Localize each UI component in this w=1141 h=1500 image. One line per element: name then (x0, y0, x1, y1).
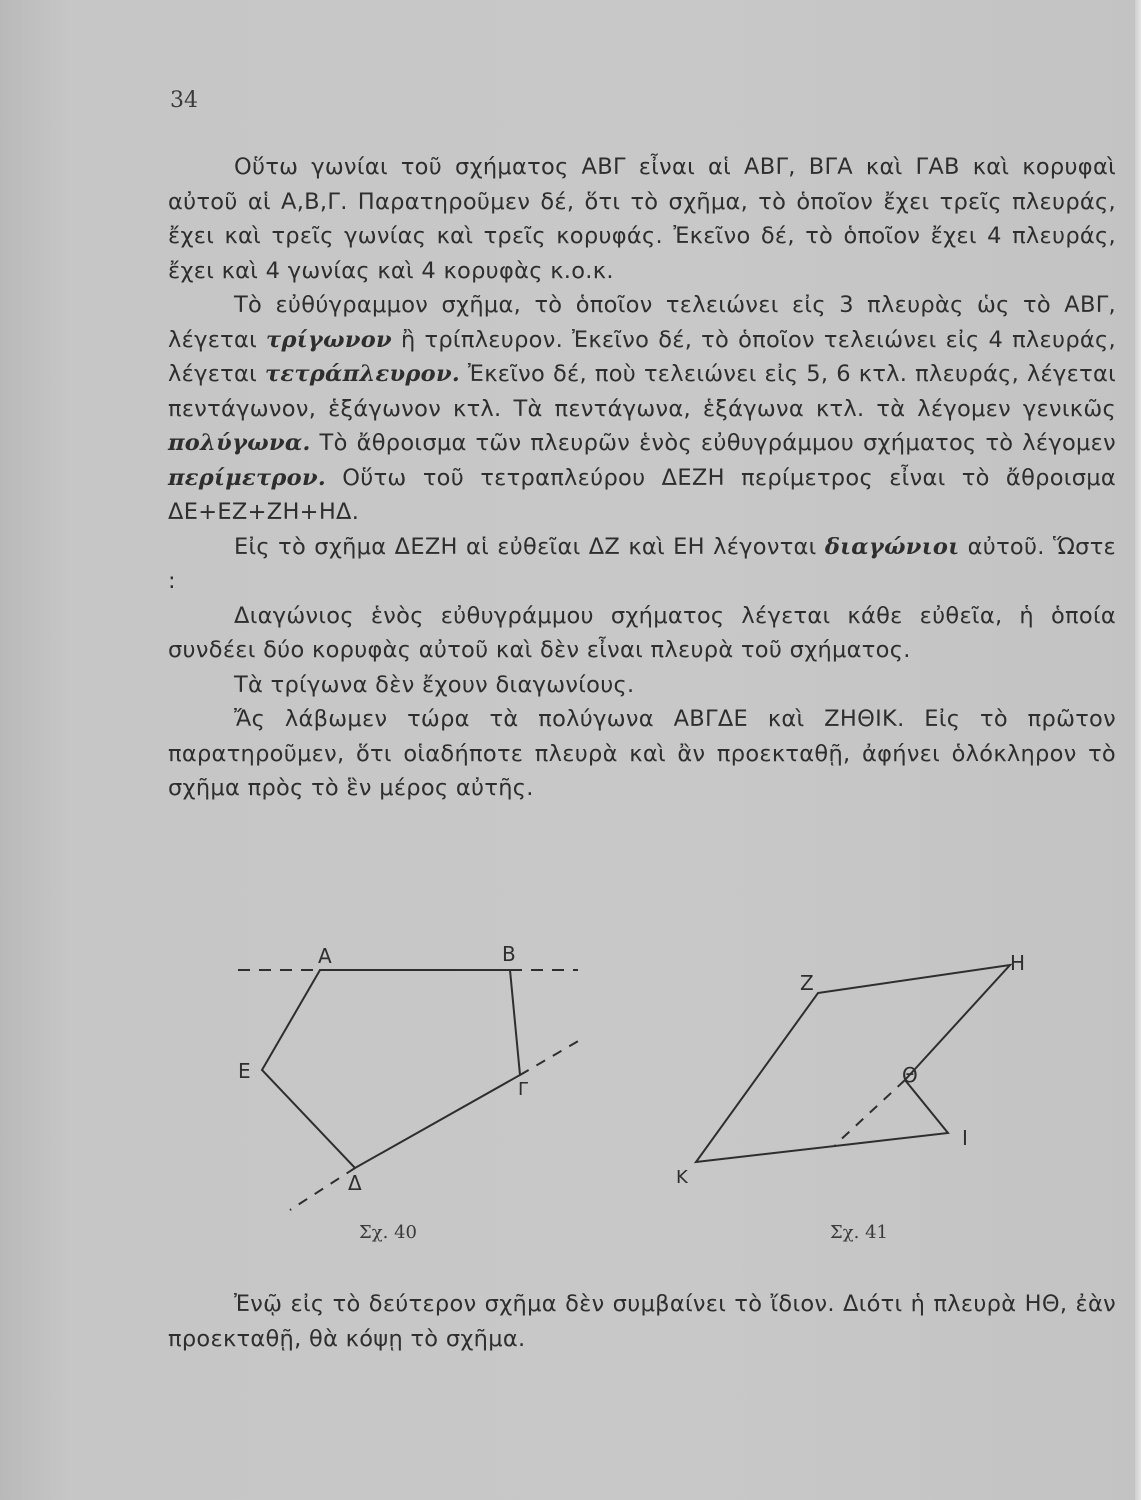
paragraph-concave: Ἐνῷ εἰς τὸ δεύτερον σχῆμα δὲν συμβαίνει τὸ ἴδιον. Διότι ἡ πλευρὰ ΗΘ, ἐὰν προεκταθῇ, θὰ κόψῃ τὸ σχῆμα. (168, 1291, 1116, 1352)
term-perimeter: περίμετρον. (168, 464, 326, 491)
paragraph-convex: Ἄς λάβωμεν τώρα τὰ πολύγωνα ΑΒΓΔΕ καὶ ΖΗΘΙΚ. Εἰς τὸ πρῶτον παρατηροῦμεν, ὅτι οἱαδήποτε πλευρὰ καὶ ἂν προεκταθῇ, ἀφήνει ὁλόκληρον τὸ σχῆμα πρὸς τὸ ἓν μέρος αὐτῆς. (168, 706, 1116, 801)
text-span: Εἰς τὸ σχῆμα ΔΕΖΗ αἱ εὐθεῖαι ΔΖ καὶ ΕΗ λέγονται (234, 533, 825, 560)
extension-line-hth (835, 1080, 905, 1145)
extension-line-gd-2 (520, 1040, 580, 1075)
label-e: Ε (238, 1059, 251, 1083)
label-th: Θ (902, 1063, 918, 1087)
text-span: ἢ τρίπλευρον. Ἐκεῖνο δέ, τὸ ὁποῖον τελειώνει εἰς 4 πλευράς, λέγεται (168, 326, 1116, 387)
text-span: Τὸ ἄθροισμα τῶν πλευρῶν ἑνὸς εὐθυγράμμου σχήματος τὸ λέγομεν (310, 430, 1116, 456)
paragraph-angles: Οὕτω γωνίαι τοῦ σχήματος ΑΒΓ εἶναι αἱ ΑΒΓ, ΒΓΑ καὶ ΓΑΒ καὶ κορυφαὶ αὐτοῦ αἱ Α,Β,Γ. Παρατηροῦμεν δέ, ὅτι τὸ σχῆμα, τὸ ὁποῖον ἔχει τρεῖς πλευράς, ἔχει καὶ τρεῖς γωνίας καὶ τρεῖς κορυφάς. Ἐκεῖνο δέ, τὸ ὁποῖον ἔχει 4 πλευράς, ἔχει καὶ 4 γωνίας καὶ 4 κορυφὰς κ.ο.κ. (168, 154, 1116, 284)
term-triangle: τρίγωνον (266, 326, 392, 353)
label-g: Γ (518, 1079, 529, 1100)
text-span: αὐτοῦ. Ὥστε : (168, 533, 1116, 594)
term-diagonals: διαγώνιοι (824, 533, 960, 560)
main-text-bottom (168, 1287, 1116, 1356)
extension-line-gd (290, 1168, 355, 1210)
label-k: Κ (676, 1167, 688, 1188)
label-i: Ι (962, 1126, 968, 1150)
paragraph-triangles: Τὰ τρίγωνα δὲν ἔχουν διαγωνίους. (234, 671, 635, 698)
caption-figure-40: Σχ. 40 (359, 1222, 417, 1243)
term-quadrilateral: τετράπλευρον. (264, 361, 461, 387)
text-span: Οὕτω τοῦ τετραπλεύρου ΔΕΖΗ περίμετρος εἶναι τὸ ἄθροισμα ΔΕ+ΕΖ+ΖΗ+ΗΔ. (168, 464, 1116, 525)
label-a: Α (318, 944, 332, 968)
paragraph-diagonal-definition: Διαγώνιος ἑνὸς εὐθυγράμμου σχήματος λέγεται κάθε εὐθεῖα, ἡ ὁποία συνδέει δύο κορυφὰς αὐτοῦ καὶ δὲν εἶναι πλευρὰ τοῦ σχήματος. (168, 602, 1116, 663)
page-number: 34 (170, 88, 198, 113)
label-h: Η (1010, 951, 1026, 975)
pentagon-abgde (262, 970, 520, 1168)
text-span: Τὸ εὐθύγραμμον σχῆμα, τὸ ὁποῖον τελειώνει εἰς 3 πλευρὰς ὡς τὸ ΑΒΓ, λέγεται (168, 292, 1116, 353)
label-d: Δ (348, 1171, 362, 1195)
caption-figure-41: Σχ. 41 (830, 1222, 888, 1243)
label-z: Ζ (800, 971, 814, 995)
text-span: Ἐκεῖνο δέ, ποὺ τελειώνει εἰς 5, 6 κτλ. πλευράς, λέγεται πεντάγωνον, ἑξάγωνον κτλ. Τὰ πεντάγωνα, ἑξάγωνα κτλ. τὰ λέγομεν γενικῶς (168, 361, 1116, 422)
figure-40 (238, 970, 580, 1210)
label-b: Β (502, 942, 516, 966)
term-polygons: πολύγωνα. (168, 430, 311, 456)
